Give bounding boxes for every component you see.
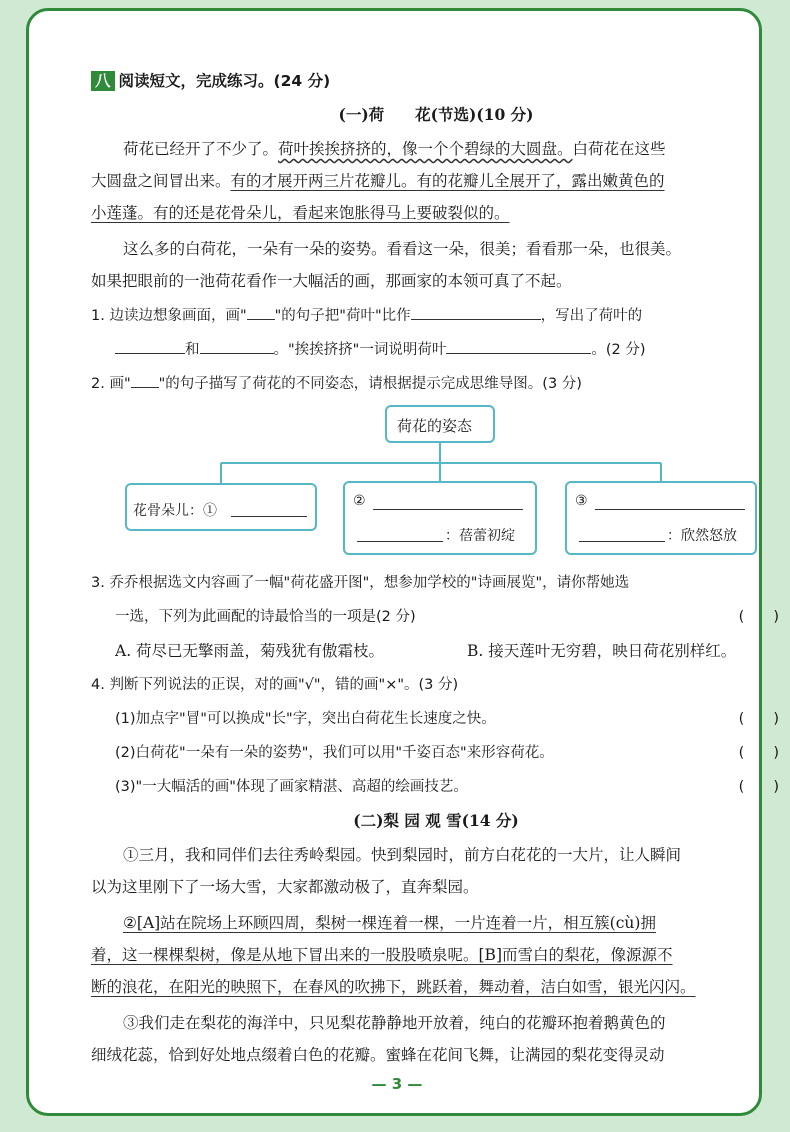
text-span: 2. 画" (91, 376, 131, 392)
answer-blank[interactable] (595, 495, 745, 510)
passage1-line (123, 139, 666, 159)
mindmap-node-3-hint: ：欣然怒放 (667, 528, 737, 544)
section-title: 阅读短文，完成练习。(24 分) (118, 72, 331, 90)
answer-paren[interactable]: ( ) (738, 745, 779, 761)
answer-blank[interactable] (231, 502, 307, 517)
passage2-title: (二)梨 园 观 雪(14 分) (353, 811, 519, 830)
statement-2 (115, 743, 781, 763)
mindmap-node-2-hint: ：蓓蕾初绽 (445, 528, 515, 544)
text-span: "的句子描写了荷花的不同姿态，请根据提示完成思维导图。(3 分) (158, 376, 582, 392)
underlined-sentence: 着，这一棵棵梨树，像是从地下冒出来的一股股喷泉呢。[B]而雪白的梨花，像源源不 (91, 946, 673, 964)
mindmap-node-3 (565, 481, 757, 555)
text-span: 。(2 分) (591, 342, 646, 358)
text-span: (3)"一大幅活的画"体现了画家精湛、高超的绘画技艺。 (115, 779, 468, 795)
page-number: — 3 — (371, 1075, 423, 1093)
text-span: ，写出了荷叶的 (540, 308, 643, 324)
passage1-line (91, 203, 510, 223)
text-span: "的句子把"荷叶"比作 (274, 308, 411, 324)
passage2-line: ③我们走在梨花的海洋中，只见梨花静静地开放着，纯白的花瓣环抱着鹅黄色的 (123, 1014, 666, 1032)
option-a: A. 荷尽已无擎雨盖，菊残犹有傲霜枝。 (115, 642, 385, 660)
section-header (91, 71, 330, 91)
mindmap-node-1 (125, 483, 317, 531)
answer-blank[interactable] (357, 527, 443, 542)
text-span: 1. 边读边想象画面，画" (91, 308, 247, 324)
answer-blank[interactable] (373, 495, 523, 510)
answer-blank[interactable] (247, 305, 275, 320)
answer-paren[interactable]: ( ) (738, 711, 779, 727)
page-frame (26, 8, 779, 1116)
answer-blank[interactable] (446, 339, 591, 354)
passage2-line: 以为这里刚下了一场大雪，大家都激动极了，直奔梨园。 (91, 878, 479, 896)
passage2-line (91, 945, 673, 965)
passage1-line: 如果把眼前的一池荷花看作一大幅活的画，那画家的本领可真了不起。 (91, 272, 572, 290)
passage1-title: (一)荷 花(节选)(10 分) (338, 105, 534, 124)
answer-blank[interactable] (200, 339, 274, 354)
text-span: (1)加点字"冒"可以换成"长"字，突出白荷花生长速度之快。 (115, 711, 496, 727)
underlined-sentence: ②[A]站在院场上环顾四周，梨树一棵连着一棵，一片连着一片，相互簇(cù)拥 (123, 914, 656, 932)
mindmap-node-2-number: ② (353, 493, 366, 509)
text-span: 白荷花在这些 (572, 140, 666, 158)
answer-blank[interactable] (411, 305, 541, 320)
text-span: (2)白荷花"一朵有一朵的姿势"，我们可以用"千姿百态"来形容荷花。 (115, 745, 554, 761)
statement-3 (115, 777, 781, 797)
question-4: 4. 判断下列说法的正误，对的画"√"，错的画"×"。(3 分) (91, 677, 459, 693)
answer-paren[interactable]: ( ) (738, 779, 779, 795)
option-b: B. 接天莲叶无穷碧，映日荷花别样红。 (467, 642, 737, 660)
answer-paren[interactable]: ( ) (738, 609, 779, 625)
answer-blank[interactable] (579, 527, 665, 542)
mindmap-node-2 (343, 481, 537, 555)
underlined-sentence: 断的浪花，在阳光的映照下，在春风的吹拂下，跳跃着，舞动着，洁白如雪，银光闪闪。 (91, 978, 696, 996)
wavy-underlined-sentence: 荷叶挨挨挤挤的，像一个个碧绿的大圆盘。 (278, 140, 573, 158)
passage1-line: 这么多的白荷花，一朵有一朵的姿势。看看这一朵，很美；看看那一朵，也很美。 (123, 240, 682, 258)
text-span: 一选，下列为此画配的诗最恰当的一项是(2 分) (115, 609, 416, 625)
answer-blank[interactable] (115, 339, 185, 354)
mindmap-root-label: 荷花的姿态 (397, 417, 473, 435)
mindmap-node-1-label: 花骨朵儿：① (133, 503, 217, 519)
question-1 (91, 305, 642, 326)
section-tag: 八 (91, 71, 115, 91)
statement-1 (115, 709, 781, 729)
question-2 (91, 373, 582, 394)
text-span: 。"挨挨挤挤"一词说明荷叶 (273, 342, 447, 358)
question-1-cont (115, 339, 646, 360)
passage2-line: 细绒花蕊，恰到好处地点缀着白色的花瓣。蜜蜂在花间飞舞，让满园的梨花变得灵动 (91, 1046, 665, 1064)
underlined-sentence: 有的才展开两三片花瓣儿。有的花瓣儿全展开了，露出嫩黄色的 (230, 172, 665, 190)
answer-blank[interactable] (131, 373, 159, 388)
question-3: 3. 乔乔根据选文内容画了一幅"荷花盛开图"，想参加学校的"诗画展览"，请你帮她选 (91, 575, 630, 591)
text-span: 大圆盘之间冒出来。 (91, 172, 231, 190)
text-span: 和 (185, 342, 200, 358)
mindmap-root (385, 405, 495, 443)
passage2-line (91, 977, 696, 997)
passage2-line (123, 913, 656, 933)
passage2-line: ①三月，我和同伴们去往秀岭梨园。快到梨园时，前方白花花的一大片，让人瞬间 (123, 846, 682, 864)
passage1-line (91, 171, 665, 191)
underlined-sentence: 小莲蓬。有的还是花骨朵儿，看起来饱胀得马上要破裂似的。 (91, 204, 510, 222)
text-span: 荷花已经开了不少了。 (123, 140, 279, 158)
mindmap-node-3-number: ③ (575, 493, 588, 509)
question-3-cont (115, 607, 781, 627)
